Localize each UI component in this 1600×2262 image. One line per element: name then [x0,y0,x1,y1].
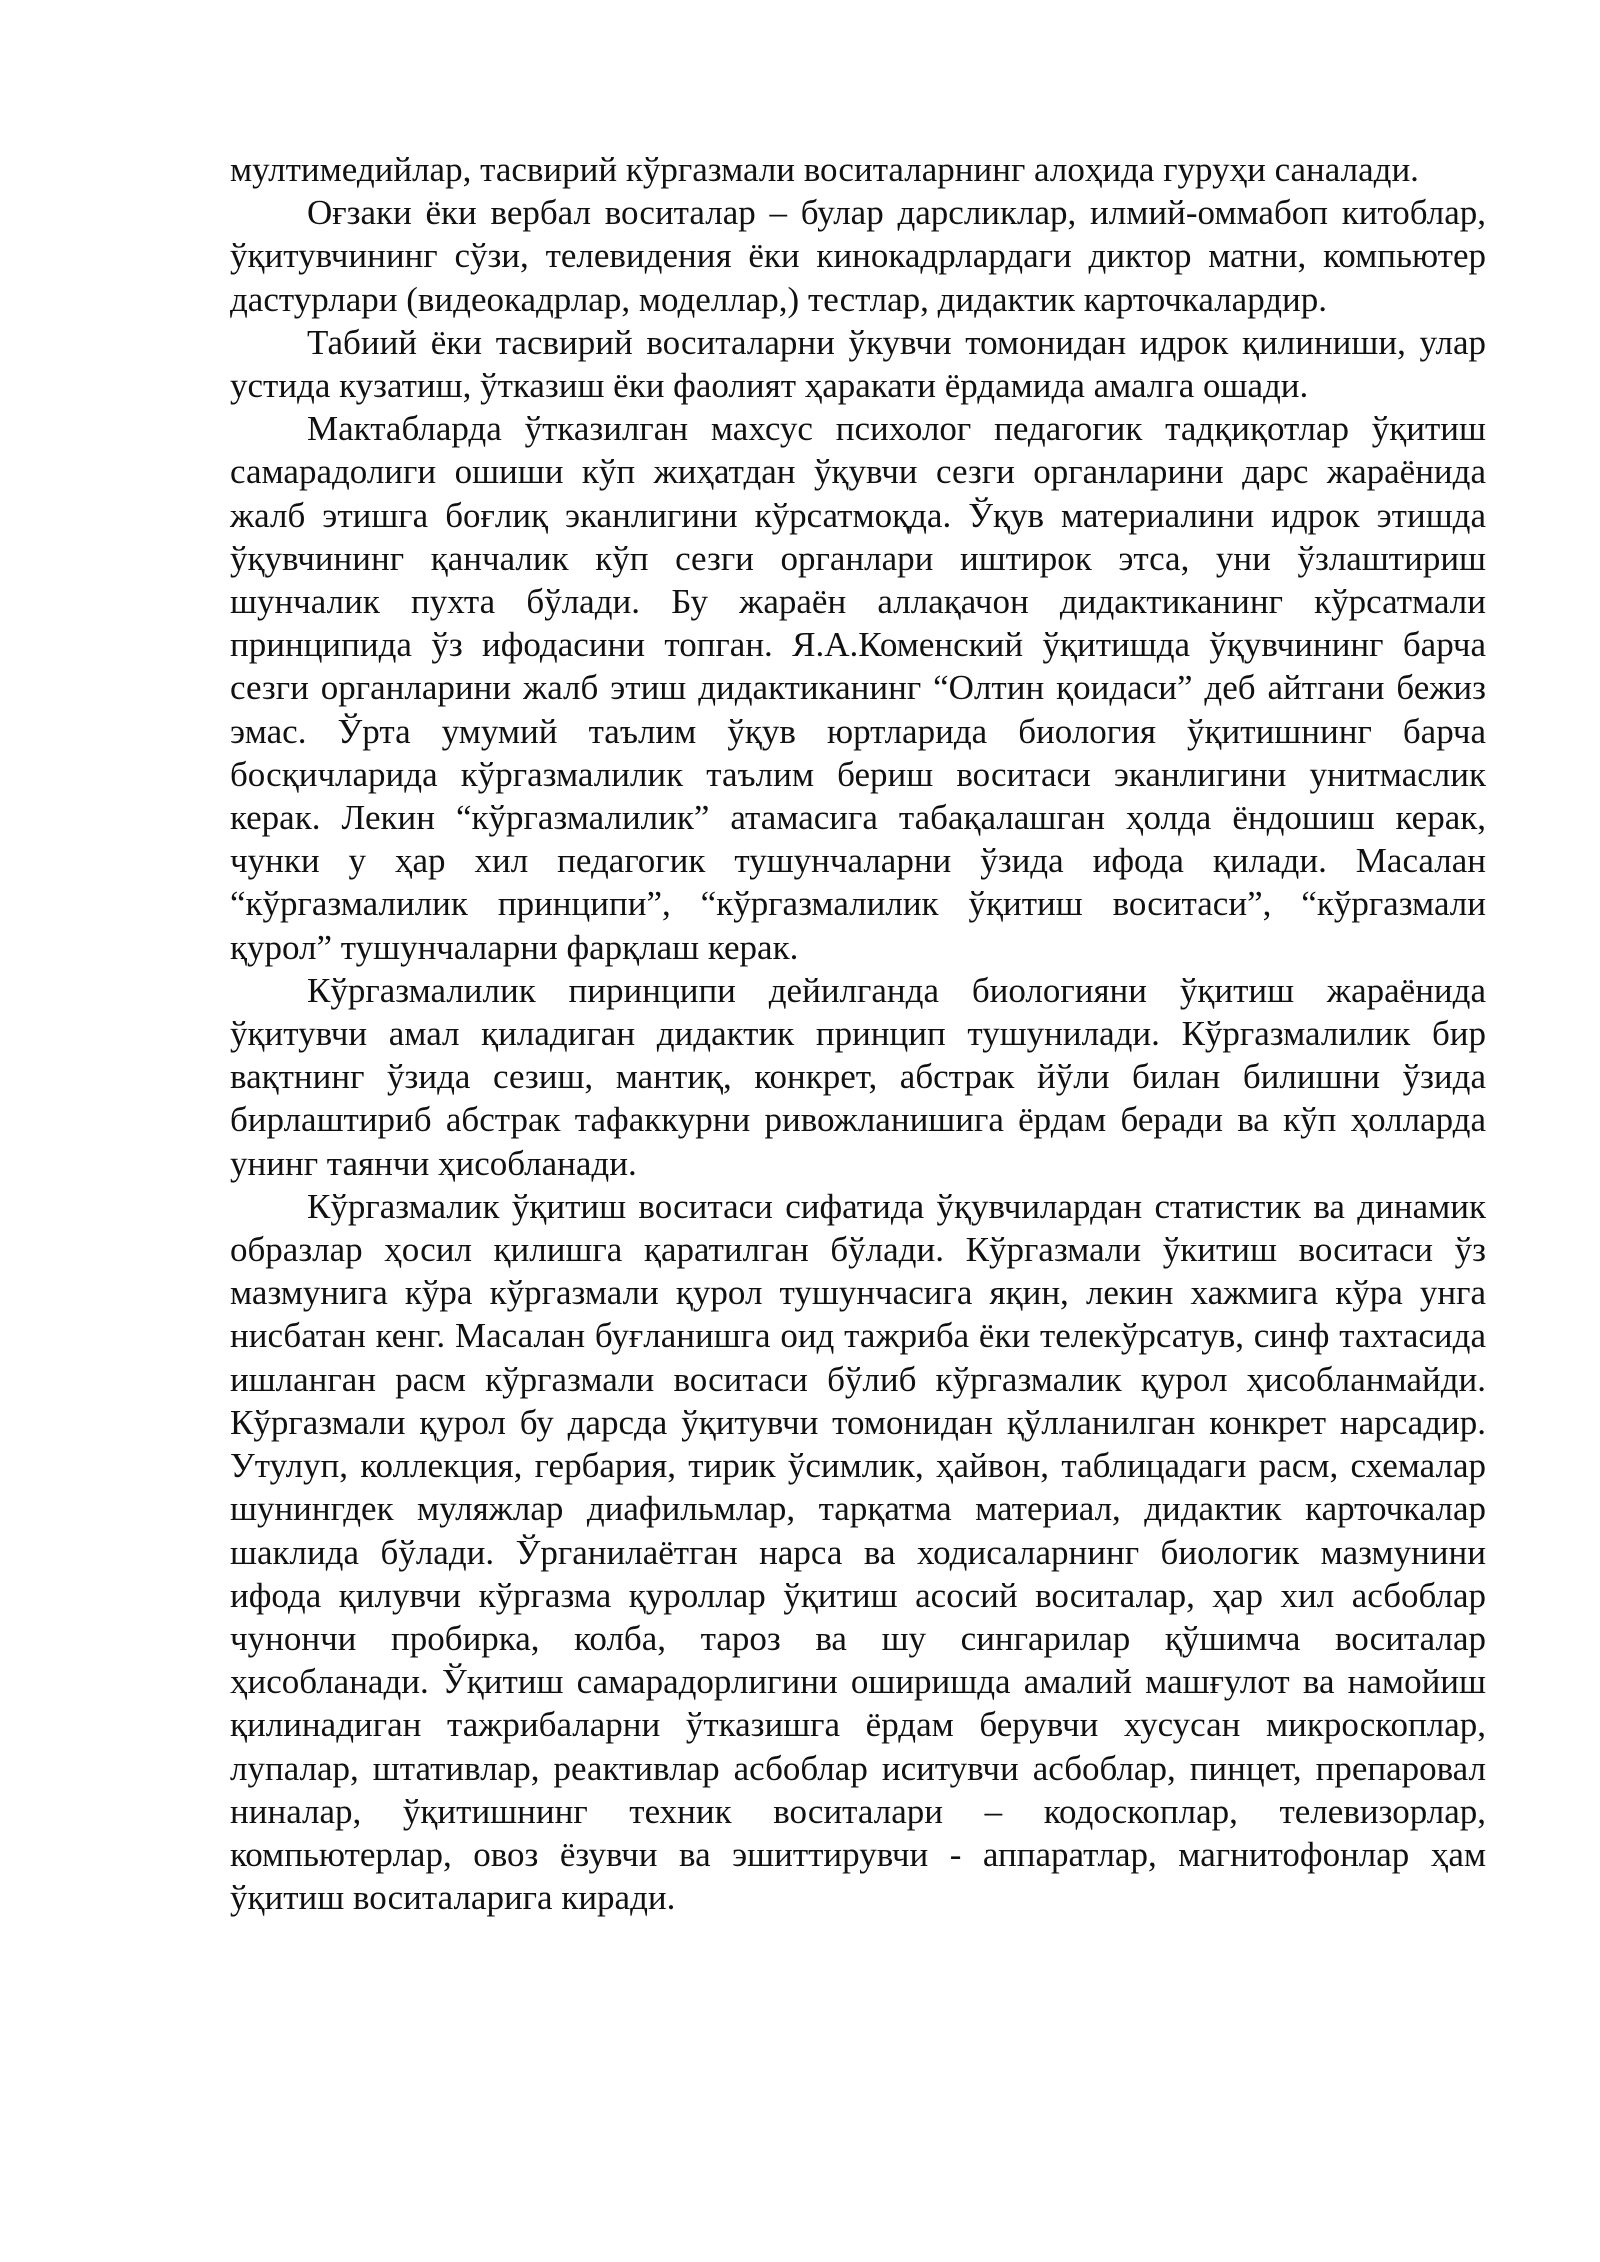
paragraph-research: Мактабларда ўтказилган махсус психолог педагогик тадқиқотлар ўқитиш самарадолиги ошиши кўп жиҳатдан ўқувчи сезги органларини дарс жараёнида жалб этишга боғлиқ эканлигини кўрсатмоқда. Ўқув материалини идрок этишда ўқувчининг қанчалик кўп сезги органлари иштирок этса, уни ўзлаштириш шунчалик пухта бўлади. Бу жараён аллақачон дидактиканинг кўрсатмали принципида ўз ифодасини топган. Я.А.Коменский ўқитишда ўқувчининг барча сезги органларини жалб этиш дидактиканинг “Олтин қоидаси” деб айтгани бежиз эмас. Ўрта умумий таълим ўқув юртларида биология ўқитишнинг барча босқичларида кўргазмалилик таълим бериш воситаси эканлигини унитмаслик керак. Лекин “кўргазмалилик” атамасига табақалашган ҳолда ёндошиш керак, чунки у ҳар хил педагогик тушунчаларни ўзида ифода қилади. Масалан “кўргазмалилик принципи”, “кўргазмалилик ўқитиш воситаси”, “кўргазмали қурол” тушунчаларни фарқлаш керак. [230,409,1486,967]
paragraph-continuation: мултимедийлар, тасвирий кўргазмали воситаларнинг алоҳида гуруҳи саналади. [230,150,1419,189]
document-page [230,148,1486,1919]
paragraph-verbal-means: Оғзаки ёки вербал воситалар – булар дарсликлар, илмий-оммабоп китоблар, ўқитувчининг сўзи, телевидения ёки кинокадрлардаги диктор матни, компьютер дастурлари (видеокадрлар, моделлар,) тестлар, дидактик карточкалардир. [230,193,1486,319]
paragraph-natural-means: Табиий ёки тасвирий воситаларни ўкувчи томонидан идрок қилиниши, улар устида кузатиш, ўтказиш ёки фаолият ҳаракати ёрдамида амалга ошади. [230,322,1486,406]
paragraph-visual-aids: Кўргазмалик ўқитиш воситаси сифатида ўқувчилардан статистик ва динамик образлар ҳосил қилишга қаратилган бўлади. Кўргазмали ўкитиш воситаси ўз мазмунига кўра кўргазмали қурол тушунчасига яқин, лекин хажмига кўра унга нисбатан кенг. Масалан буғланишга оид тажриба ёки телекўрсатув, синф тахтасида ишланган расм кўргазмали воситаси бўлиб кўргазмалик қурол ҳисобланмайди. Кўргазмали қурол бу дарсда ўқитувчи томонидан қўлланилган конкрет нарсадир. Утулуп, коллекция, гербария, тирик ўсимлик, ҳайвон, таблицадаги расм, схемалар шунингдек муляжлар диафильмлар, тарқатма материал, дидактик карточкалар шаклида бўлади. Ўрганилаётган нарса ва ходисаларнинг биологик мазмунини ифода қилувчи кўргазма қуроллар ўқитиш асосий воситалар, ҳар хил асбоблар чунончи пробирка, колба, тароз ва шу сингарилар қўшимча воситалар ҳисобланади. Ўқитиш самарадорлигини оширишда амалий машғулот ва намойиш қилинадиган тажрибаларни ўтказишга ёрдам берувчи хусусан микроскоплар, лупалар, штативлар, реактивлар асбоблар иситувчи асбоблар, пинцет, препаровал ниналар, ўқитишнинг техник воситалари – кодоскоплар, телевизорлар, компьютерлар, овоз ёзувчи ва эшиттирувчи - аппаратлар, магнитофонлар ҳам ўқитиш воситаларига киради. [230,1186,1486,1918]
paragraph-visuality-principle: Кўргазмалилик пиринципи дейилганда биологияни ўқитиш жараёнида ўқитувчи амал қиладиган дидактик принцип тушунилади. Кўргазмалилик бир вақтнинг ўзида сезиш, мантиқ, конкрет, абстрак йўли билан билишни ўзида бирлаштириб абстрак тафаккурни ривожланишига ёрдам беради ва кўп ҳолларда унинг таянчи ҳисобланади. [230,970,1486,1183]
